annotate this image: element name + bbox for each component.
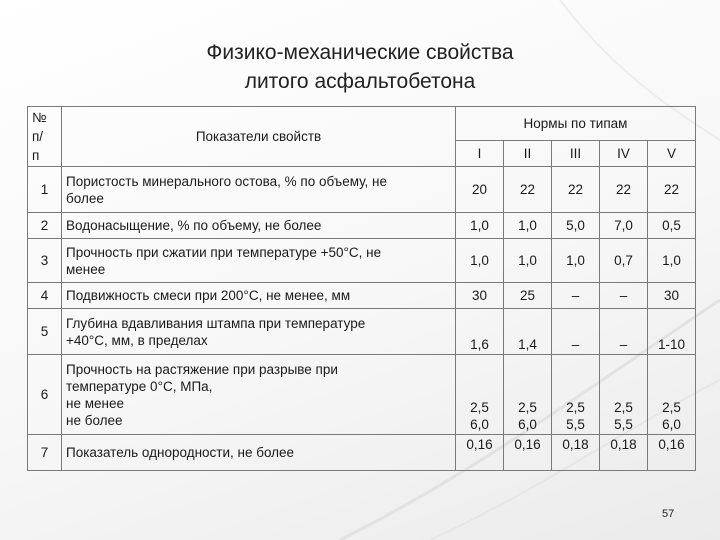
row-number: 7 — [28, 435, 62, 471]
row-value: 30 — [648, 283, 696, 309]
header-norms: Нормы по типам — [456, 107, 696, 141]
row-property: Пористость минерального остова, % по объему, не более — [62, 167, 456, 213]
row-value: 20 — [456, 167, 504, 213]
row-number: 5 — [28, 309, 62, 355]
title-line-1: Физико-механические свойства — [206, 41, 514, 64]
header-type-3: III — [552, 141, 600, 167]
table-row — [28, 213, 696, 239]
row-value: 2,5 6,0 — [456, 355, 504, 435]
header-type-4: IV — [600, 141, 648, 167]
row-value: – — [600, 309, 648, 355]
row-value: 1,0 — [552, 239, 600, 283]
row-number: 6 — [28, 355, 62, 435]
properties-table — [27, 106, 696, 471]
row-value: 22 — [600, 167, 648, 213]
row-value: – — [552, 283, 600, 309]
row-value: 1-10 — [648, 309, 696, 355]
row-value: 0,16 — [648, 435, 696, 471]
row-value: 0,18 — [552, 435, 600, 471]
row-value: 0,5 — [648, 213, 696, 239]
row-property: Глубина вдавливания штампа при температуре +40°С, мм, в пределах — [62, 309, 456, 355]
row-value: 22 — [552, 167, 600, 213]
header-type-1: I — [456, 141, 504, 167]
row-property: Подвижность смеси при 200°С, не менее, мм — [62, 283, 456, 309]
header-number: № п/ п — [28, 107, 62, 167]
row-value: – — [600, 283, 648, 309]
page-number: 57 — [662, 508, 675, 520]
row-value: 25 — [504, 283, 552, 309]
header-type-2: II — [504, 141, 552, 167]
table-row — [28, 167, 696, 213]
table-row — [28, 435, 696, 471]
row-value: 1,0 — [504, 239, 552, 283]
header-type-5: V — [648, 141, 696, 167]
row-value: 7,0 — [600, 213, 648, 239]
table-row — [28, 309, 696, 355]
title-line-2: литого асфальтобетона — [244, 70, 476, 93]
row-property: Прочность при сжатии при температуре +50°С, не менее — [62, 239, 456, 283]
slide-title — [0, 38, 720, 96]
table-row — [28, 355, 696, 435]
header-property: Показатели свойств — [62, 107, 456, 167]
row-number: 2 — [28, 213, 62, 239]
row-value: 0,16 — [504, 435, 552, 471]
row-value: 1,0 — [456, 239, 504, 283]
row-value: 0,18 — [600, 435, 648, 471]
row-value: 2,5 6,0 — [648, 355, 696, 435]
row-value: 22 — [504, 167, 552, 213]
row-value: 1,0 — [648, 239, 696, 283]
row-value: 2,5 6,0 — [504, 355, 552, 435]
row-value: 2,5 5,5 — [552, 355, 600, 435]
row-value: 5,0 — [552, 213, 600, 239]
row-property: Показатель однородности, не более — [62, 435, 456, 471]
row-number: 3 — [28, 239, 62, 283]
row-value: – — [552, 309, 600, 355]
row-value: 30 — [456, 283, 504, 309]
row-property: Водонасыщение, % по объему, не более — [62, 213, 456, 239]
table-row — [28, 283, 696, 309]
row-value: 1,6 — [456, 309, 504, 355]
row-value: 0,16 — [456, 435, 504, 471]
row-property: Прочность на растяжение при разрыве при температуре 0°С, МПа, не менее не более — [62, 355, 456, 435]
row-number: 4 — [28, 283, 62, 309]
row-value: 22 — [648, 167, 696, 213]
row-value: 1,0 — [504, 213, 552, 239]
table-row — [28, 239, 696, 283]
row-value: 1,4 — [504, 309, 552, 355]
row-value: 1,0 — [456, 213, 504, 239]
row-number: 1 — [28, 167, 62, 213]
row-value: 0,7 — [600, 239, 648, 283]
row-value: 2,5 5,5 — [600, 355, 648, 435]
